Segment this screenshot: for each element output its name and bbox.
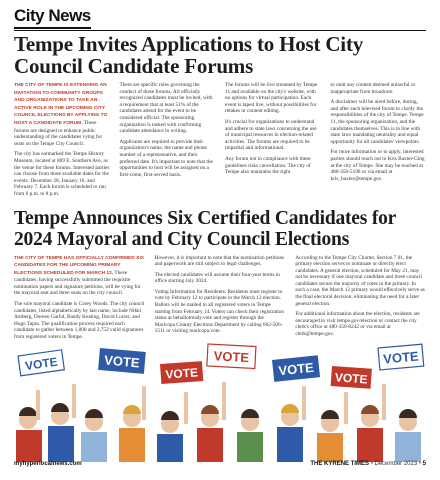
article2-col2 — [155, 255, 286, 345]
article1-columns — [14, 82, 426, 202]
article2-lead: THE CITY OF TEMPE HAS OFFICIALLY CONFIRMED SIX CANDIDATES FOR THE UPCOMING PRIMARY ELECTIONS SCHEDULED FOR MARCH 12. — [14, 255, 145, 276]
footer-bullet: • — [418, 461, 421, 467]
page-footer — [14, 461, 426, 467]
vote-sign-text: VOTE — [213, 348, 250, 366]
section-label: City News — [14, 6, 91, 29]
page — [14, 6, 426, 476]
article1-col1-p2: The city has earmarked the Tempe History Museum, located at 809 E. Southern Ave, as the venue for these forums. Interested parties can choose from three available dates for the events: December 28, January 16, and February 7. Each forum is scheduled to run from 6 p.m. to 8 p.m. — [14, 151, 110, 197]
article2-col1-rest: These candidates, having successfully submitted the requisite nomination papers and signature petitions, will be vying for the mayoral seat and three seats on the city council. — [14, 269, 141, 297]
article2-columns — [14, 255, 426, 345]
article1-col3 — [225, 82, 321, 202]
footer-bullet: • — [370, 461, 373, 467]
vote-sign-text: VOTE — [24, 354, 59, 374]
vote-sign-text: VOTE — [164, 365, 199, 382]
article1-col4-p3: For more information or to apply, interested parties should reach out to Kris Baxter-Ging at the city of Tempe. She may be reached at 480-350-5198 or via email at kris_baxter@tempe.gov. — [330, 149, 425, 182]
headline-forums: Tempe Invites Applications to Host City Council Candidate Forums — [14, 32, 364, 78]
article1-col3-p1: The forums will be live streamed by Tempe 11 and available on the city's website, with no options for virtual participation. Each event is taped live, without possibilities for retakes or content editing. — [225, 82, 318, 115]
article1-col2 — [120, 82, 216, 202]
vote-sign-text: VOTE — [277, 359, 315, 379]
article1-col4-p1: to omit any content deemed unlawful or inappropriate from broadcast. — [330, 82, 416, 95]
vote-signs — [18, 344, 424, 389]
article2-col3 — [295, 255, 426, 345]
article1-col3-p2: It's crucial for organizations to understand and adhere to state laws concerning the use of municipal resources in election-related activities. The forums are required to be impartial and informational. — [225, 118, 317, 152]
vote-sign-text: VOTE — [103, 352, 141, 371]
section-rule — [14, 30, 426, 31]
article2-col2-p1: However, it is important to note that the nomination petitions and paperwork are still subject to legal challenges. — [154, 254, 285, 268]
vote-sign-text: VOTE — [382, 348, 420, 367]
article1-col1 — [14, 82, 110, 202]
article2-col2-p2: The elected candidates will assume their four-year terms in office starting July 2024. — [154, 271, 280, 285]
article2-col3-p1: According to the Tempe City Charter, Section 7.01, the primary election serves to nominate or directly elect candidates. A general election, scheduled for May 21, may not be necessary if one mayoral candidate and three council candidates secure the majority of votes in the primary. In such a case, the March 12 primary would effectively serve as the final electoral decision, eliminating the need for a later general election. — [295, 254, 425, 307]
article1-col2-p2: Applicants are required to provide their organization's name, the name and phone number of a representative, and their preferred date. It's important to note that the opportunities to host will be assigned on a first-come, first-served basis. — [119, 138, 213, 178]
article2-col3-p2: For additional information about the election, residents are encouraged to visit tempe.gov/election or contact the city clerk's office at 480-350-8242 or via email at clerk@tempe.gov. — [295, 311, 420, 338]
article2-col1-p2: The sole mayoral candidate is Corey Woods. The city council candidates, listed alphabetically by last name, include Nikki Amberg, Doreen Garlid, Randy Keating, David Lucier, and Hugo Tapia. The qualification process required each candidate to gather between 1,000 and 2,752 valid signatures from registered voters in Tempe. — [14, 301, 145, 341]
article1-lead: THE CITY OF TEMPE IS EXTENDING AN INVITATION TO COMMUNITY GROUPS AND ORGANIZATIONS TO TAKE AN ACTIVE ROLE IN THE UPCOMING CITY COUNCIL ELECTIONS BY APPLYING TO HOST A CANDIDATE FORUM. — [14, 83, 108, 126]
footer-publication: THE KYRENE TIMES — [310, 461, 370, 467]
vote-crowd-illustration — [14, 342, 426, 462]
vote-sign-text: VOTE — [334, 370, 368, 387]
article1-col1-rest: These forums are designed to enhance public understanding of the candidates vying for seats on the Tempe City Council. — [14, 119, 103, 147]
article2-col1 — [14, 255, 145, 345]
article2-col2-p3: Voting Information for Residents: Residents must register to vote by February 12 to participate in the March 12 election. Ballots will be mailed to all registered voters in Tempe starting from February 14. Voters can check their registration status at beballotready.vote and register through the Maricopa County Elections Department by calling 602-506-1511 or visiting maricopa.vote. — [154, 288, 285, 335]
headline-candidates: Tempe Announces Six Certified Candidates for 2024 Mayoral and City Council Elections — [14, 207, 396, 250]
article1-col4-p2: A disclaimer will be aired before, during, and after each televised forum to clarify the responsibilities of the city of Tempe. Tempe 11, the sponsoring organization, and the candidates themselves. This is in line with state laws mandating neutrality and equal opportunity for all candidates' viewpoints. — [330, 99, 424, 145]
article1-col4 — [331, 82, 427, 202]
footer-page-number: 5 — [422, 461, 426, 467]
footer-date: December 2023 — [374, 461, 418, 467]
article1-col3-p3: Any forum not in compliance with these guidelines risks cancellation. The city of Tempe also maintains the right — [225, 155, 311, 176]
footer-site[interactable]: myhyperlocalnews.com — [14, 461, 82, 467]
footer-publication-info — [310, 461, 426, 467]
article1-col2-p1: There are specific rules governing the conduct of these forums. All officially recognized candidates must be invited, with a requirement that at least 51% of the candidates attend for the event to be considered official. The sponsoring organization is tasked with confirming candidate attendance in writing. — [119, 82, 213, 135]
